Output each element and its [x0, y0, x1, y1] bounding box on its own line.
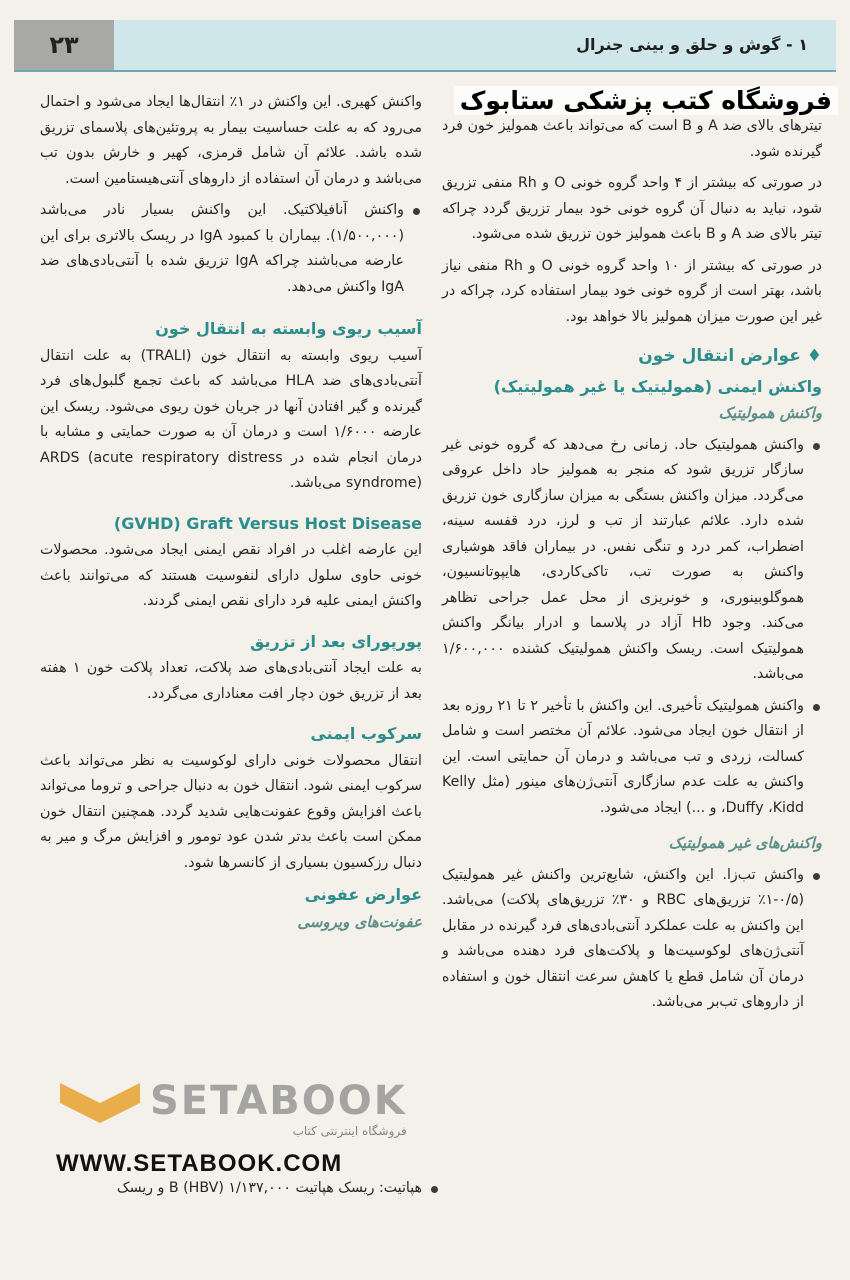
- right-column: [442, 90, 822, 1022]
- bullet-item: هپاتیت: ریسک هپاتیت B (HBV) ۱/۱۳۷,۰۰۰ و ریسک: [40, 1176, 440, 1200]
- paragraph: در صورتی که بیشتر از ۴ واحد گروه خونی O و Rh منفی تزریق شود، نباید به دنبال آن گروه خونی خود بیمار تزریق گردد چراکه تیتر بالای ضد A و B باعث همولیز خون تزریق شده می‌شود.: [442, 175, 823, 242]
- page-number: ۲۳: [14, 20, 114, 70]
- page-header: [14, 20, 836, 72]
- paragraph: آسیب ریوی وابسته به انتقال خون (TRALI) به علت انتقال آنتی‌بادی‌های ضد HLA می‌باشد که باعث تجمع گلبول‌های فرد گیرنده و گیر افتادن آنها در جریان خون ریوی می‌شود. ریسک این عارضه ۱/۶۰۰۰ است و درمان آن به صورت حمایتی و مشابه با درمان انجام شده در ARDS (acute respiratory distress syndrome) می‌باشد.: [40, 347, 422, 491]
- bullet-item: واکنش آنافیلاکتیک. این واکنش بسیار نادر می‌باشد (۱/۵۰۰,۰۰۰). بیماران با کمبود IgA در ریسک بالاتری برای این عارضه می‌باشند چراکه IgA تزریق شده با آنتی‌بادی‌های ضد IgA واکنش می‌دهد.: [40, 198, 422, 300]
- section-heading: عوارض عفونی: [304, 885, 422, 904]
- section-heading: سرکوب ایمنی: [310, 724, 422, 743]
- section-heading: ♦ عوارض انتقال خون: [638, 346, 822, 366]
- paragraph: واکنش کهیری. این واکنش در ۱٪ انتقال‌ها ایجاد می‌شود و احتمال می‌رود که به علت حساسیت بیمار به پروتئین‌های پلاسمای تزریق شده باشد. علائم آن شامل قرمزی، کهیر و خارش بدون تب می‌باشد و درمان آن استفاده از داروهای آنتی‌هیستامین است.: [40, 94, 423, 187]
- subsection-heading: واکنش ایمنی (همولیتیک یا غیر همولیتیک): [493, 376, 822, 396]
- bullet-item: واکنش همولیتیک حاد. زمانی رخ می‌دهد که گروه خونی غیر سازگار تزریق شود که منجر به همولیز حاد داخل عروقی می‌گردد. میزان واکنش بستگی به میزان سازگاری خون تزریق شده دارد. علائم عبارتند از تب و لرز، درد قفسه سینه، اضطراب، کمر درد و تنگی نفس. در بیماران فاقد هوشیاری واکنش به صورت تب، تاکی‌کاردی، هایپوتانسیون، هموگلوبینوری، و خونریزی از محل عمل جراحی تظاهر می‌کند. وجود Hb آزاد در پلاسما و ادرار بیانگر واکنش همولیتیک است. ریسک واکنش همولیتیک کشنده ۱/۶۰۰,۰۰۰ می‌باشد.: [442, 433, 822, 688]
- paragraph: انتقال محصولات خونی دارای لوکوسیت به نظر می‌تواند باعث سرکوب ایمنی شود. انتقال خون به دنبال جراحی و تروما می‌تواند باعث افزایش وقوع عفونت‌هایی شدید گردد. همچنین انتقال خون ممکن است باعث بدتر شدن عود تومور و افزایش مرگ و میر به دنبال رزکسیون بسیاری از کانسرها شود.: [40, 752, 422, 871]
- logo-word: SETABOOK: [150, 1078, 407, 1124]
- left-column: [40, 90, 422, 941]
- section-heading: پورپورای بعد از تزریق: [250, 631, 422, 651]
- paragraph: به علت ایجاد آنتی‌بادی‌های ضد پلاکت، تعداد پلاکت خون ۱ هفته بعد از تزریق خون دچار افت معناداری می‌گردد.: [40, 660, 422, 702]
- section-heading: آسیب ریوی وابسته به انتقال خون: [155, 319, 422, 338]
- website-url[interactable]: WWW.SETABOOK.COM: [56, 1150, 343, 1177]
- chapter-title: ۱ - گوش و حلق و بینی جنرال: [576, 35, 808, 54]
- setabook-logo: [60, 1068, 420, 1148]
- section-heading: (GVHD) Graft Versus Host Disease: [113, 513, 422, 533]
- bullet-item: واکنش تب‌زا. این واکنش، شایع‌ترین واکنش غیر همولیتیک (۰/۵-۱٪ تزریق‌های RBC و ۳۰٪ تزریق‌های پلاکت) می‌باشد. این واکنش به علت عملکرد آنتی‌بادی‌های فرد گیرنده در مقابل آنتی‌ژن‌های لوکوسیت‌ها و پلاکت‌های فرد دهنده می‌باشد و درمان آن شامل قطع یا کاهش سرعت انتقال خون و استفاده از داروهای تب‌بر می‌باشد.: [442, 863, 822, 1016]
- paragraph: این عارضه اغلب در افراد نقص ایمنی ایجاد می‌شود. محصولات خونی حاوی سلول دارای لنفوسیت هستند که می‌توانند باعث واکنش ایمنی علیه فرد دارای نقص ایمنی گردند.: [40, 542, 422, 609]
- subsubsection-heading: واکنش‌های غیر همولیتیک: [668, 834, 822, 852]
- subsection-heading: عفونت‌های ویروسی: [297, 912, 422, 931]
- logo-mark-icon: [60, 1083, 140, 1133]
- bullet-item: واکنش همولیتیک تأخیری. این واکنش با تأخیر ۲ تا ۲۱ روزه بعد از انتقال خون ایجاد می‌شود. علائم آن مختصر است و شامل کسالت، زردی و تب می‌باشد و درمان آن حمایتی است. این واکنش به علت عدم سازگاری آنتی‌ژن‌های مینور (مثل Kelly ،Duffy ،Kidd و ...) ایجاد می‌شود.: [442, 694, 822, 822]
- paragraph: تیترهای بالای ضد A و B است که می‌تواند باعث همولیز خون فرد گیرنده شود.: [442, 118, 823, 160]
- logo-subtitle: فروشگاه اینترنتی کتاب: [292, 1124, 407, 1138]
- watermark-banner: فروشگاه کتب پزشکی ستابوک: [454, 86, 838, 115]
- subsubsection-heading: واکنش همولیتیک: [718, 404, 822, 422]
- paragraph: در صورتی که بیشتر از ۱۰ واحد گروه خونی O و Rh منفی نیاز باشد، بهتر است از گروه خونی خود بیمار استفاده کرد، چراکه در غیر این صورت میزان همولیز بالا خواهد بود.: [442, 257, 823, 325]
